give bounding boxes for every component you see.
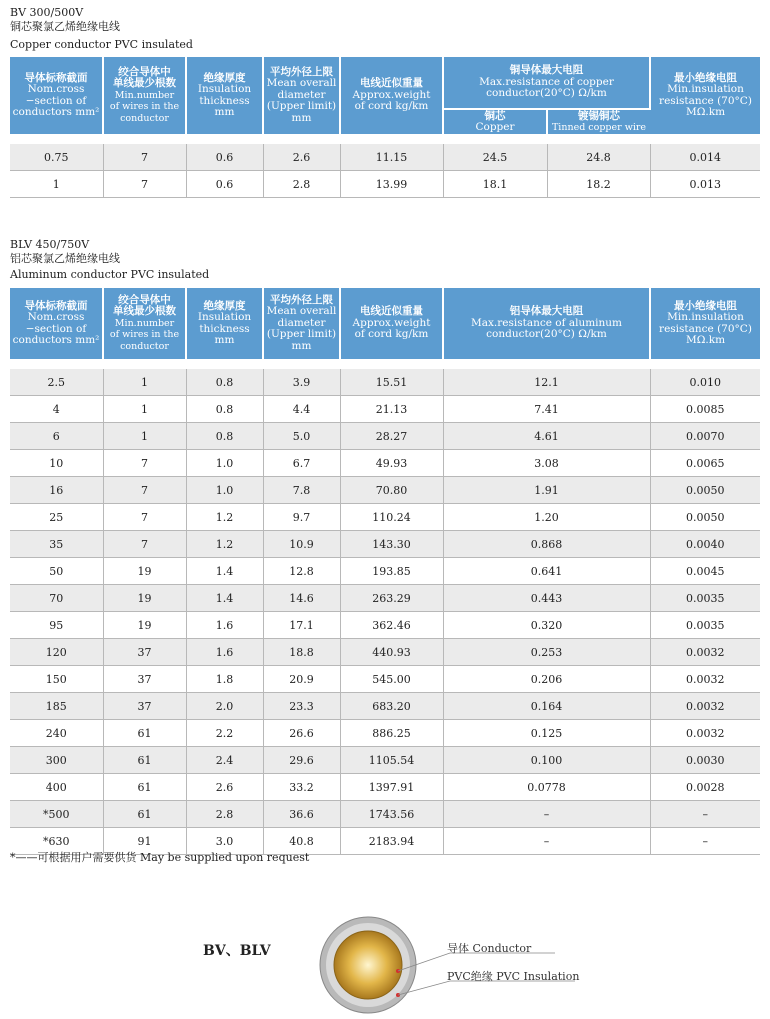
table-cell: *500 xyxy=(10,801,103,828)
conductor-label: 导体 Conductor xyxy=(447,942,532,955)
table2-aluminum xyxy=(10,288,760,855)
table-cell: 12.8 xyxy=(263,558,340,585)
table-cell: 10 xyxy=(10,450,103,477)
table-cell: 4.4 xyxy=(263,396,340,423)
table-cell: 7.8 xyxy=(263,477,340,504)
table-row xyxy=(10,531,760,558)
t1-header-diameter: 平均外径上限 Mean overall diameter (Upper limit) mm xyxy=(263,57,340,135)
table-cell: 263.29 xyxy=(340,585,443,612)
table-cell: 7.41 xyxy=(443,396,650,423)
table-cell: 400 xyxy=(10,774,103,801)
table-cell: 193.85 xyxy=(340,558,443,585)
table-cell: 2.6 xyxy=(186,774,263,801)
table-cell: 1.4 xyxy=(186,558,263,585)
table-cell: 0.0085 xyxy=(650,396,760,423)
table-cell: 0.8 xyxy=(186,369,263,396)
table-cell: 5.0 xyxy=(263,423,340,450)
table-cell: 61 xyxy=(103,774,186,801)
table-cell: 1.2 xyxy=(186,531,263,558)
table-cell: 0.0040 xyxy=(650,531,760,558)
table-cell: 0.206 xyxy=(443,666,650,693)
table-cell: 0.6 xyxy=(186,171,263,198)
diagram-label: BV、BLV xyxy=(203,943,271,959)
table-cell: 1 xyxy=(103,396,186,423)
table-cell: 18.1 xyxy=(443,171,547,198)
t1-header-nom: 导体标称截面 Nom.cross −section of conductors mm² xyxy=(10,57,103,135)
table-row xyxy=(10,369,760,396)
table-cell: 2.8 xyxy=(186,801,263,828)
t2-header-insulation: 绝缘厚度 Insulation thickness mm xyxy=(186,288,263,360)
table-cell: 143.30 xyxy=(340,531,443,558)
table-cell: 0.8 xyxy=(186,396,263,423)
table-cell: 9.7 xyxy=(263,504,340,531)
table-cell: 26.6 xyxy=(263,720,340,747)
table-row xyxy=(10,693,760,720)
table-cell: 61 xyxy=(103,801,186,828)
table-cell: 4.61 xyxy=(443,423,650,450)
table-row xyxy=(10,396,760,423)
table-cell: 61 xyxy=(103,720,186,747)
table-cell: 2.8 xyxy=(263,171,340,198)
table-cell: 0.75 xyxy=(10,144,103,171)
table-cell: 1.8 xyxy=(186,666,263,693)
table-cell: 37 xyxy=(103,693,186,720)
table-cell: 683.20 xyxy=(340,693,443,720)
table-cell: 37 xyxy=(103,666,186,693)
table-cell: 25 xyxy=(10,504,103,531)
table-cell: 23.3 xyxy=(263,693,340,720)
table-cell: 0.868 xyxy=(443,531,650,558)
table-cell: 28.27 xyxy=(340,423,443,450)
footnote: *——可根据用户需要供货 May be supplied upon request xyxy=(10,851,310,864)
table-cell: 1.0 xyxy=(186,450,263,477)
table-cell: 0.164 xyxy=(443,693,650,720)
table-cell: *630 xyxy=(10,828,103,855)
table-cell: 2.0 xyxy=(186,693,263,720)
table-cell: 110.24 xyxy=(340,504,443,531)
table-cell: 6 xyxy=(10,423,103,450)
table-cell: 0.0070 xyxy=(650,423,760,450)
t2-header-nom: 导体标称截面 Nom.cross −section of conductors mm² xyxy=(10,288,103,360)
table2-title-en: Aluminum conductor PVC insulated xyxy=(10,268,210,281)
table-row xyxy=(10,423,760,450)
table-cell: 0.0032 xyxy=(650,693,760,720)
table-cell: 2.6 xyxy=(263,144,340,171)
table-cell: 1.6 xyxy=(186,612,263,639)
table-cell: 1.91 xyxy=(443,477,650,504)
table-cell: 19 xyxy=(103,585,186,612)
table-row xyxy=(10,747,760,774)
table-cell: 185 xyxy=(10,693,103,720)
table-cell: 15.51 xyxy=(340,369,443,396)
table-cell: – xyxy=(650,801,760,828)
table-cell: 4 xyxy=(10,396,103,423)
table-cell: 0.0050 xyxy=(650,477,760,504)
table-cell: 2.2 xyxy=(186,720,263,747)
table-cell: 0.0065 xyxy=(650,450,760,477)
table-cell: 1743.56 xyxy=(340,801,443,828)
t1-header-wires: 绞合导体中 单线最少根数 Min.number of wires in the conductor xyxy=(103,57,186,135)
table-cell: 240 xyxy=(10,720,103,747)
t2-header-resistance: 铝导体最大电阻 Max.resistance of aluminum conductor(20°C) Ω/km xyxy=(443,288,650,360)
table-cell: 1 xyxy=(103,369,186,396)
table-cell: 14.6 xyxy=(263,585,340,612)
t2-header-weight: 电线近似重量 Approx.weight of cord kg/km xyxy=(340,288,443,360)
table-cell: 0.0030 xyxy=(650,747,760,774)
table-cell: 0.0035 xyxy=(650,585,760,612)
table-cell: 300 xyxy=(10,747,103,774)
table-row xyxy=(10,639,760,666)
table-cell: 40.8 xyxy=(263,828,340,855)
table-row xyxy=(10,612,760,639)
table-cell: 70.80 xyxy=(340,477,443,504)
table-cell: 0.6 xyxy=(186,144,263,171)
table-cell: 29.6 xyxy=(263,747,340,774)
table1-title-en: Copper conductor PVC insulated xyxy=(10,38,193,51)
t2-header-diameter: 平均外径上限 Mean overall diameter (Upper limit) mm xyxy=(263,288,340,360)
table-cell: 0.0032 xyxy=(650,639,760,666)
table-row xyxy=(10,558,760,585)
table-cell: 2.5 xyxy=(10,369,103,396)
t1-header-tinned: 镀锡铜芯 Tinned copper wire xyxy=(547,109,650,135)
table-row xyxy=(10,171,760,198)
table-cell: 1.2 xyxy=(186,504,263,531)
table-row xyxy=(10,477,760,504)
table2-voltage: BLV 450/750V xyxy=(10,238,90,251)
table-cell: 0.0032 xyxy=(650,720,760,747)
table-cell: 150 xyxy=(10,666,103,693)
table-cell: 36.6 xyxy=(263,801,340,828)
t2-header-min-insulation: 最小绝缘电阻 Min.insulation resistance (70°C) MΩ.km xyxy=(650,288,760,360)
table-cell: 1.0 xyxy=(186,477,263,504)
t1-header-copper: 铜芯 Copper xyxy=(443,109,547,135)
table-cell: 21.13 xyxy=(340,396,443,423)
table-cell: 35 xyxy=(10,531,103,558)
table-cell: – xyxy=(443,801,650,828)
t1-header-insulation: 绝缘厚度 Insulation thickness mm xyxy=(186,57,263,135)
table-cell: 95 xyxy=(10,612,103,639)
table-cell: 0.8 xyxy=(186,423,263,450)
table-cell: 18.8 xyxy=(263,639,340,666)
table-cell: 18.2 xyxy=(547,171,650,198)
table-cell: 7 xyxy=(103,144,186,171)
table-row xyxy=(10,666,760,693)
table-cell: 24.5 xyxy=(443,144,547,171)
table-cell: 0.014 xyxy=(650,144,760,171)
table-cell: 19 xyxy=(103,612,186,639)
insulation-label: PVC绝缘 PVC Insulation xyxy=(447,970,580,983)
table-cell: 0.0032 xyxy=(650,666,760,693)
table-cell: 0.125 xyxy=(443,720,650,747)
table-row xyxy=(10,585,760,612)
table-cell: 0.641 xyxy=(443,558,650,585)
table-cell: 37 xyxy=(103,639,186,666)
table-cell: 0.0050 xyxy=(650,504,760,531)
table-cell: 0.013 xyxy=(650,171,760,198)
table-cell: 0.0778 xyxy=(443,774,650,801)
table-cell: 0.100 xyxy=(443,747,650,774)
table-cell: 49.93 xyxy=(340,450,443,477)
table-cell: 16 xyxy=(10,477,103,504)
table-cell: 440.93 xyxy=(340,639,443,666)
table-cell: 2.4 xyxy=(186,747,263,774)
table-row xyxy=(10,801,760,828)
table-cell: 0.0028 xyxy=(650,774,760,801)
table-row xyxy=(10,504,760,531)
t2-header-wires: 绞合导体中 单线最少根数 Min.number of wires in the conductor xyxy=(103,288,186,360)
table-cell: 70 xyxy=(10,585,103,612)
table-cell: 61 xyxy=(103,747,186,774)
table-cell: 10.9 xyxy=(263,531,340,558)
table-cell: 1.4 xyxy=(186,585,263,612)
table-cell: 13.99 xyxy=(340,171,443,198)
table-cell: 7 xyxy=(103,171,186,198)
table-cell: 1 xyxy=(103,423,186,450)
table-cell: 362.46 xyxy=(340,612,443,639)
table1-title-zh: 铜芯聚氯乙烯绝缘电线 xyxy=(10,20,120,33)
table-cell: 120 xyxy=(10,639,103,666)
table-cell: 33.2 xyxy=(263,774,340,801)
table-cell: – xyxy=(650,828,760,855)
table-cell: 1 xyxy=(10,171,103,198)
table-cell: 0.0035 xyxy=(650,612,760,639)
table-cell: 0.010 xyxy=(650,369,760,396)
t1-header-weight: 电线近似重量 Approx.weight of cord kg/km xyxy=(340,57,443,135)
table-cell: 0.0045 xyxy=(650,558,760,585)
table-cell: 545.00 xyxy=(340,666,443,693)
table-row xyxy=(10,144,760,171)
table-cell: 1.6 xyxy=(186,639,263,666)
table-cell: 17.1 xyxy=(263,612,340,639)
table-cell: 0.320 xyxy=(443,612,650,639)
table-cell: 7 xyxy=(103,450,186,477)
table-cell: 20.9 xyxy=(263,666,340,693)
table-cell: 6.7 xyxy=(263,450,340,477)
table-cell: 11.15 xyxy=(340,144,443,171)
table-cell: 3.08 xyxy=(443,450,650,477)
table-cell: 2183.94 xyxy=(340,828,443,855)
t1-header-resistance: 铜导体最大电阻 Max.resistance of copper conductor(20°C) Ω/km xyxy=(443,57,650,109)
table-row xyxy=(10,450,760,477)
table-cell: 7 xyxy=(103,504,186,531)
table-row xyxy=(10,774,760,801)
table-cell: 12.1 xyxy=(443,369,650,396)
table-cell: 91 xyxy=(103,828,186,855)
table-cell: 0.443 xyxy=(443,585,650,612)
table-cell: 19 xyxy=(103,558,186,585)
table1-copper xyxy=(10,57,760,198)
table-cell: 1105.54 xyxy=(340,747,443,774)
table-cell: – xyxy=(443,828,650,855)
table-cell: 7 xyxy=(103,531,186,558)
table-cell: 1397.91 xyxy=(340,774,443,801)
table-cell: 1.20 xyxy=(443,504,650,531)
table2-title-zh: 铝芯聚氯乙烯绝缘电线 xyxy=(10,252,120,265)
table1-voltage: BV 300/500V xyxy=(10,6,84,19)
table-cell: 3.0 xyxy=(186,828,263,855)
table-cell: 0.253 xyxy=(443,639,650,666)
t1-header-min-insulation: 最小绝缘电阻 Min.insulation resistance (70°C) MΩ.km xyxy=(650,57,760,135)
table-cell: 3.9 xyxy=(263,369,340,396)
table-cell: 50 xyxy=(10,558,103,585)
table-cell: 24.8 xyxy=(547,144,650,171)
table-cell: 7 xyxy=(103,477,186,504)
table-row xyxy=(10,720,760,747)
table-cell: 886.25 xyxy=(340,720,443,747)
